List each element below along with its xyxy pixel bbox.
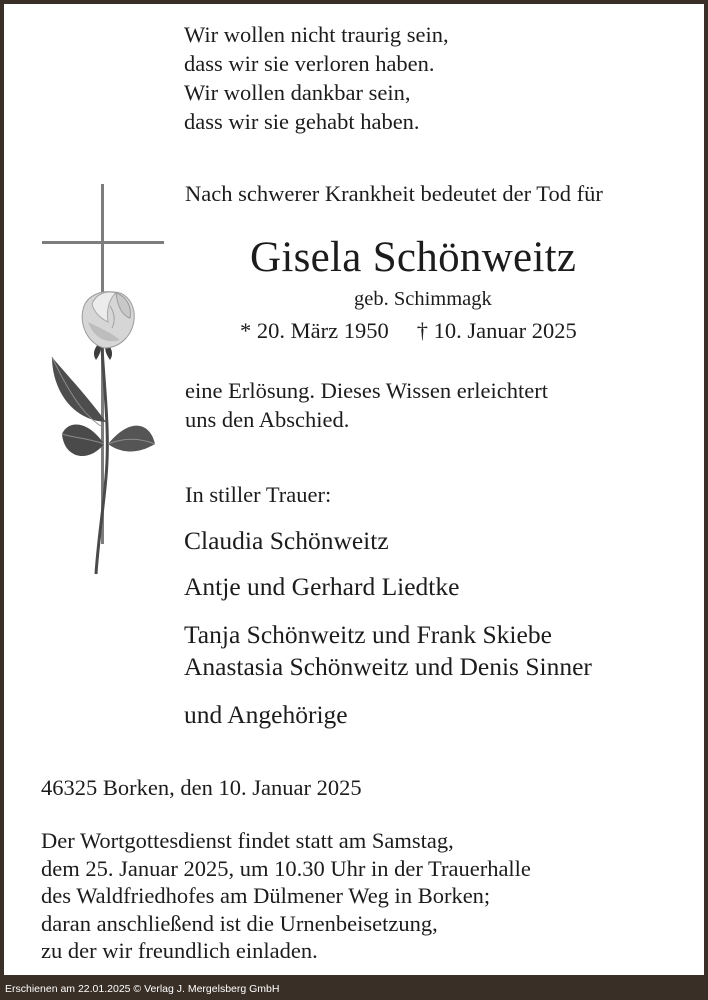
family-member: Tanja Schönweitz und Frank Skiebe — [184, 620, 552, 649]
service-info — [41, 827, 531, 965]
death-date: † 10. Januar 2025 — [416, 318, 577, 343]
poem-line: Wir wollen dankbar sein, — [184, 80, 411, 105]
obituary-notice — [4, 4, 704, 975]
family-member: und Angehörige — [184, 700, 348, 729]
service-line: Der Wortgottesdienst findet statt am Samstag, — [41, 828, 454, 853]
family-member: Claudia Schönweitz — [184, 526, 389, 555]
mourning-label: In stiller Trauer: — [185, 482, 332, 507]
poem — [184, 20, 449, 136]
message-line: eine Erlösung. Dieses Wissen erleichtert — [185, 378, 548, 403]
place-date: 46325 Borken, den 10. Januar 2025 — [41, 775, 362, 800]
deceased-name: Gisela Schönweitz — [250, 234, 577, 281]
message — [185, 376, 548, 434]
family-member: Antje und Gerhard Liedtke — [184, 572, 460, 601]
life-dates — [240, 318, 577, 344]
birth-date: * 20. März 1950 — [240, 318, 389, 343]
service-line: daran anschließend ist die Urnenbeisetzung, — [41, 910, 438, 936]
intro-text: Nach schwerer Krankheit bedeutet der Tod für — [185, 181, 603, 206]
service-line: des Waldfriedhofes am Dülmener Weg in Borken; — [41, 883, 491, 908]
publication-footer: Erschienen am 22.01.2025 © Verlag J. Mergelsberg GmbH — [5, 983, 280, 995]
service-line: dem 25. Januar 2025, um 10.30 Uhr in der Trauerhalle — [41, 855, 531, 881]
family-member: Anastasia Schönweitz und Denis Sinner — [184, 652, 592, 681]
cross-icon — [40, 182, 166, 582]
service-line: zu der wir freundlich einladen. — [41, 938, 318, 963]
poem-line: dass wir sie gehabt haben. — [184, 109, 420, 134]
message-line: uns den Abschied. — [185, 407, 350, 432]
birth-name: geb. Schimmagk — [354, 288, 492, 310]
poem-line: Wir wollen nicht traurig sein, — [184, 22, 449, 47]
poem-line: dass wir sie verloren haben. — [184, 51, 435, 76]
